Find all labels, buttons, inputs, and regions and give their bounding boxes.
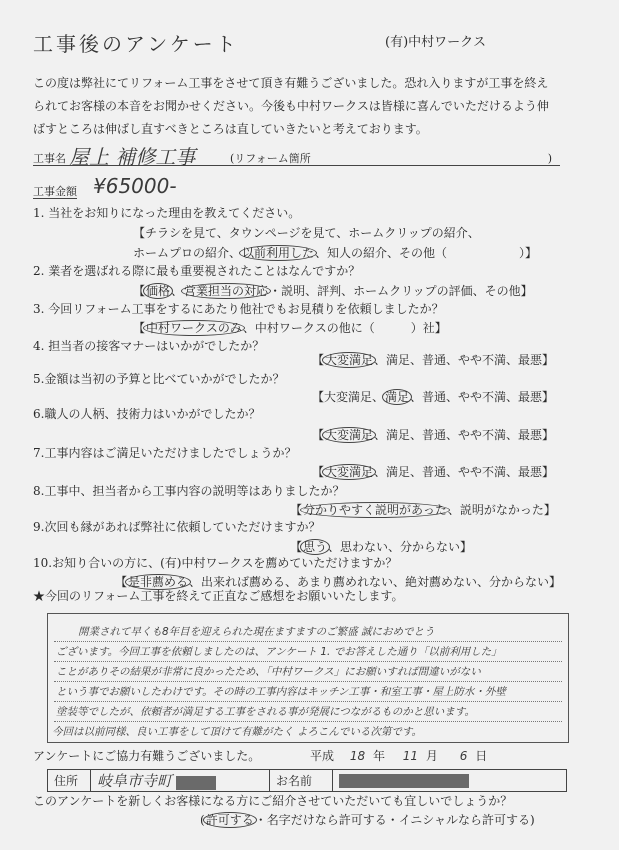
- option-text: 、思わない、分からない】: [328, 540, 473, 554]
- option-text: 【: [133, 284, 146, 298]
- option-text: 、満足、普通、やや不満、最悪】: [374, 353, 555, 367]
- permission-question: このアンケートを新しくお客様になる方にご紹介させていただいても宜しいでしょうか？: [33, 794, 513, 808]
- intro-line: ばすところは伸ばし直すべきところは直していきたいと考えております。: [33, 122, 428, 136]
- answer-options: [133, 246, 537, 260]
- selected-option: 以前利用した: [239, 245, 317, 261]
- date-year: 18: [349, 749, 366, 763]
- question-text: 6.職人の人柄、技術力はいかがでしたか？: [33, 407, 261, 421]
- date-day: 6: [459, 749, 468, 763]
- question-text: 8.工事中、担当者から工事内容の説明等はありましたか？: [33, 484, 345, 498]
- option-text: 、満足、普通、やや不満、最悪】: [374, 465, 555, 479]
- date-month-label: 月: [425, 749, 438, 763]
- selected-option: 営業担当の対応: [181, 283, 271, 299]
- answer-options: [115, 575, 561, 589]
- date-era: 平成: [310, 749, 335, 763]
- selected-option: 価格: [143, 283, 173, 299]
- date-month: 11: [402, 749, 419, 763]
- comment-prompt: ★今回のリフォーム工事を終えて正直なご感想をお願いいたします。: [33, 589, 404, 603]
- name-value: [333, 770, 567, 792]
- option-text: 【: [290, 503, 303, 517]
- selected-option: 思う: [300, 539, 330, 555]
- option-text: 、説明がなかった】: [447, 503, 556, 517]
- selected-option: 許可する: [203, 812, 257, 828]
- option-text: 、満足、普通、やや不満、最悪】: [374, 428, 555, 442]
- page-title: 工事後のアンケート: [33, 32, 239, 56]
- work-amount-label: 工事金額: [33, 185, 77, 198]
- option-text: 【: [312, 353, 325, 367]
- answer-options: [133, 284, 533, 298]
- work-name-close: ): [547, 152, 552, 165]
- paren: (: [200, 813, 205, 827]
- thanks-text: アンケートにご協力有難うございました。: [33, 749, 261, 763]
- question-text: 4. 担当者の接客マナーはいかがでしたか？: [33, 339, 265, 353]
- option-text: 、出来れば薦める、あまり薦めれない、絶対薦めない、分からない】: [189, 575, 562, 589]
- address-label: 住所: [48, 770, 91, 792]
- work-name-value: 屋上 補修工事: [69, 145, 196, 169]
- option-text: 【: [312, 465, 325, 479]
- selected-option: 大変満足: [322, 464, 376, 480]
- option-text: 【: [290, 540, 303, 554]
- question-text: 3. 今回リフォーム工事をするにあたり他社でもお見積りを依頼しましたか？: [33, 302, 444, 316]
- option-text: ホームプロの紹介、: [133, 246, 242, 260]
- question-text: 9.次回も縁があれば弊社に依頼していただけますか？: [33, 520, 321, 534]
- answer-options: [133, 321, 447, 335]
- question-text: 2. 業者を選ばれる際に最も重要視されたことはなんですか？: [33, 264, 361, 278]
- question-text: 7.工事内容はご満足いただけましたでしょうか？: [33, 446, 297, 460]
- comment-line: ことがありその結果が非常に良かったため、「中村ワークス」にお願いすれば間違いがない: [56, 666, 481, 678]
- work-amount-value: ¥65000-: [93, 174, 177, 198]
- redacted-block: [176, 776, 216, 790]
- comment-line: 今回は以前同様、良い工事をして頂けて有難がたく よろこんでいる次第です。: [52, 726, 422, 738]
- work-name-note: (リフォーム箇所: [230, 152, 311, 165]
- company-name: (有)中村ワークス: [385, 35, 487, 50]
- answer-options: [290, 503, 556, 517]
- answer-options: [133, 226, 480, 240]
- selected-option: 是非薦める: [125, 574, 191, 590]
- answer-options: [312, 390, 554, 404]
- comment-line: という事でお願いしたわけです。その時の工事内容はキッチン工事・和室工事・屋上防水・外壁: [56, 686, 506, 698]
- customer-info-table: [47, 769, 567, 792]
- option-text: 【: [133, 321, 146, 335]
- selected-option: 満足: [382, 389, 412, 405]
- option-text: 、知人の紹介、その他（ ）】: [315, 246, 538, 260]
- option-text: 【: [115, 575, 128, 589]
- answer-options: [290, 540, 472, 554]
- comment-line: 開業されて早くも8年目を迎えられた現在ますますのご繁盛 誠におめでとう: [78, 626, 435, 638]
- option-text: 【チラシを見て、タウンページを見て、ホームクリップの紹介、: [133, 226, 480, 240]
- permission-options: [200, 813, 535, 827]
- redacted-block: [339, 774, 469, 788]
- option-text: 、普通、やや不満、最悪】: [410, 390, 555, 404]
- selected-option: 大変満足: [322, 427, 376, 443]
- selected-option: 大変満足: [322, 352, 376, 368]
- intro-line: られてお客様の本音をお聞かせください。今後も中村ワークスは皆様に喜んでいただけるよう伸: [33, 99, 549, 113]
- comment-line: 塗装等でしたが、依頼者が満足する工事をされる事が発展につながるものかと思います。: [56, 706, 475, 718]
- address-value: [91, 770, 270, 792]
- name-label: お名前: [270, 770, 333, 792]
- option-text: 【大変満足、: [312, 390, 385, 404]
- date: [310, 749, 487, 763]
- intro-line: この度は弊社にてリフォーム工事をさせて頂き有難うございました。恐れ入りますが工事を終え: [33, 76, 549, 90]
- question-text: 10.お知り合いの方に、(有)中村ワークスを薦めていただけますか？: [33, 556, 398, 570]
- answer-options: [312, 465, 554, 479]
- work-name-field: [33, 145, 560, 169]
- option-text: 【: [312, 428, 325, 442]
- question-text: 5.金額は当初の予算と比べていかがでしたか？: [33, 372, 285, 386]
- option-text: 、中村ワークスの他に（ ）社】: [242, 321, 447, 335]
- date-day-label: 日: [475, 749, 488, 763]
- work-name-label: 工事名: [33, 152, 66, 165]
- option-text: 、: [171, 284, 184, 298]
- other-options: ・名字だけなら許可する・イニシャルなら許可する): [254, 813, 535, 827]
- question-text: 1. 当社をお知りになった理由を教えてください。: [33, 206, 301, 220]
- selected-option: 中村ワークスのみ: [143, 320, 245, 336]
- comment-box: [47, 613, 569, 743]
- address-text: 岐阜市寺町: [97, 772, 173, 790]
- date-year-label: 年: [372, 749, 385, 763]
- option-text: ・説明、評判、ホームクリップの評価、その他】: [269, 284, 533, 298]
- selected-option: 分かりやすく説明があった: [300, 502, 450, 518]
- answer-options: [312, 428, 554, 442]
- comment-line: ございます。今回工事を依頼しましたのは、アンケート 1. でお答えした通り「以前利用した」: [56, 646, 502, 658]
- answer-options: [312, 353, 554, 367]
